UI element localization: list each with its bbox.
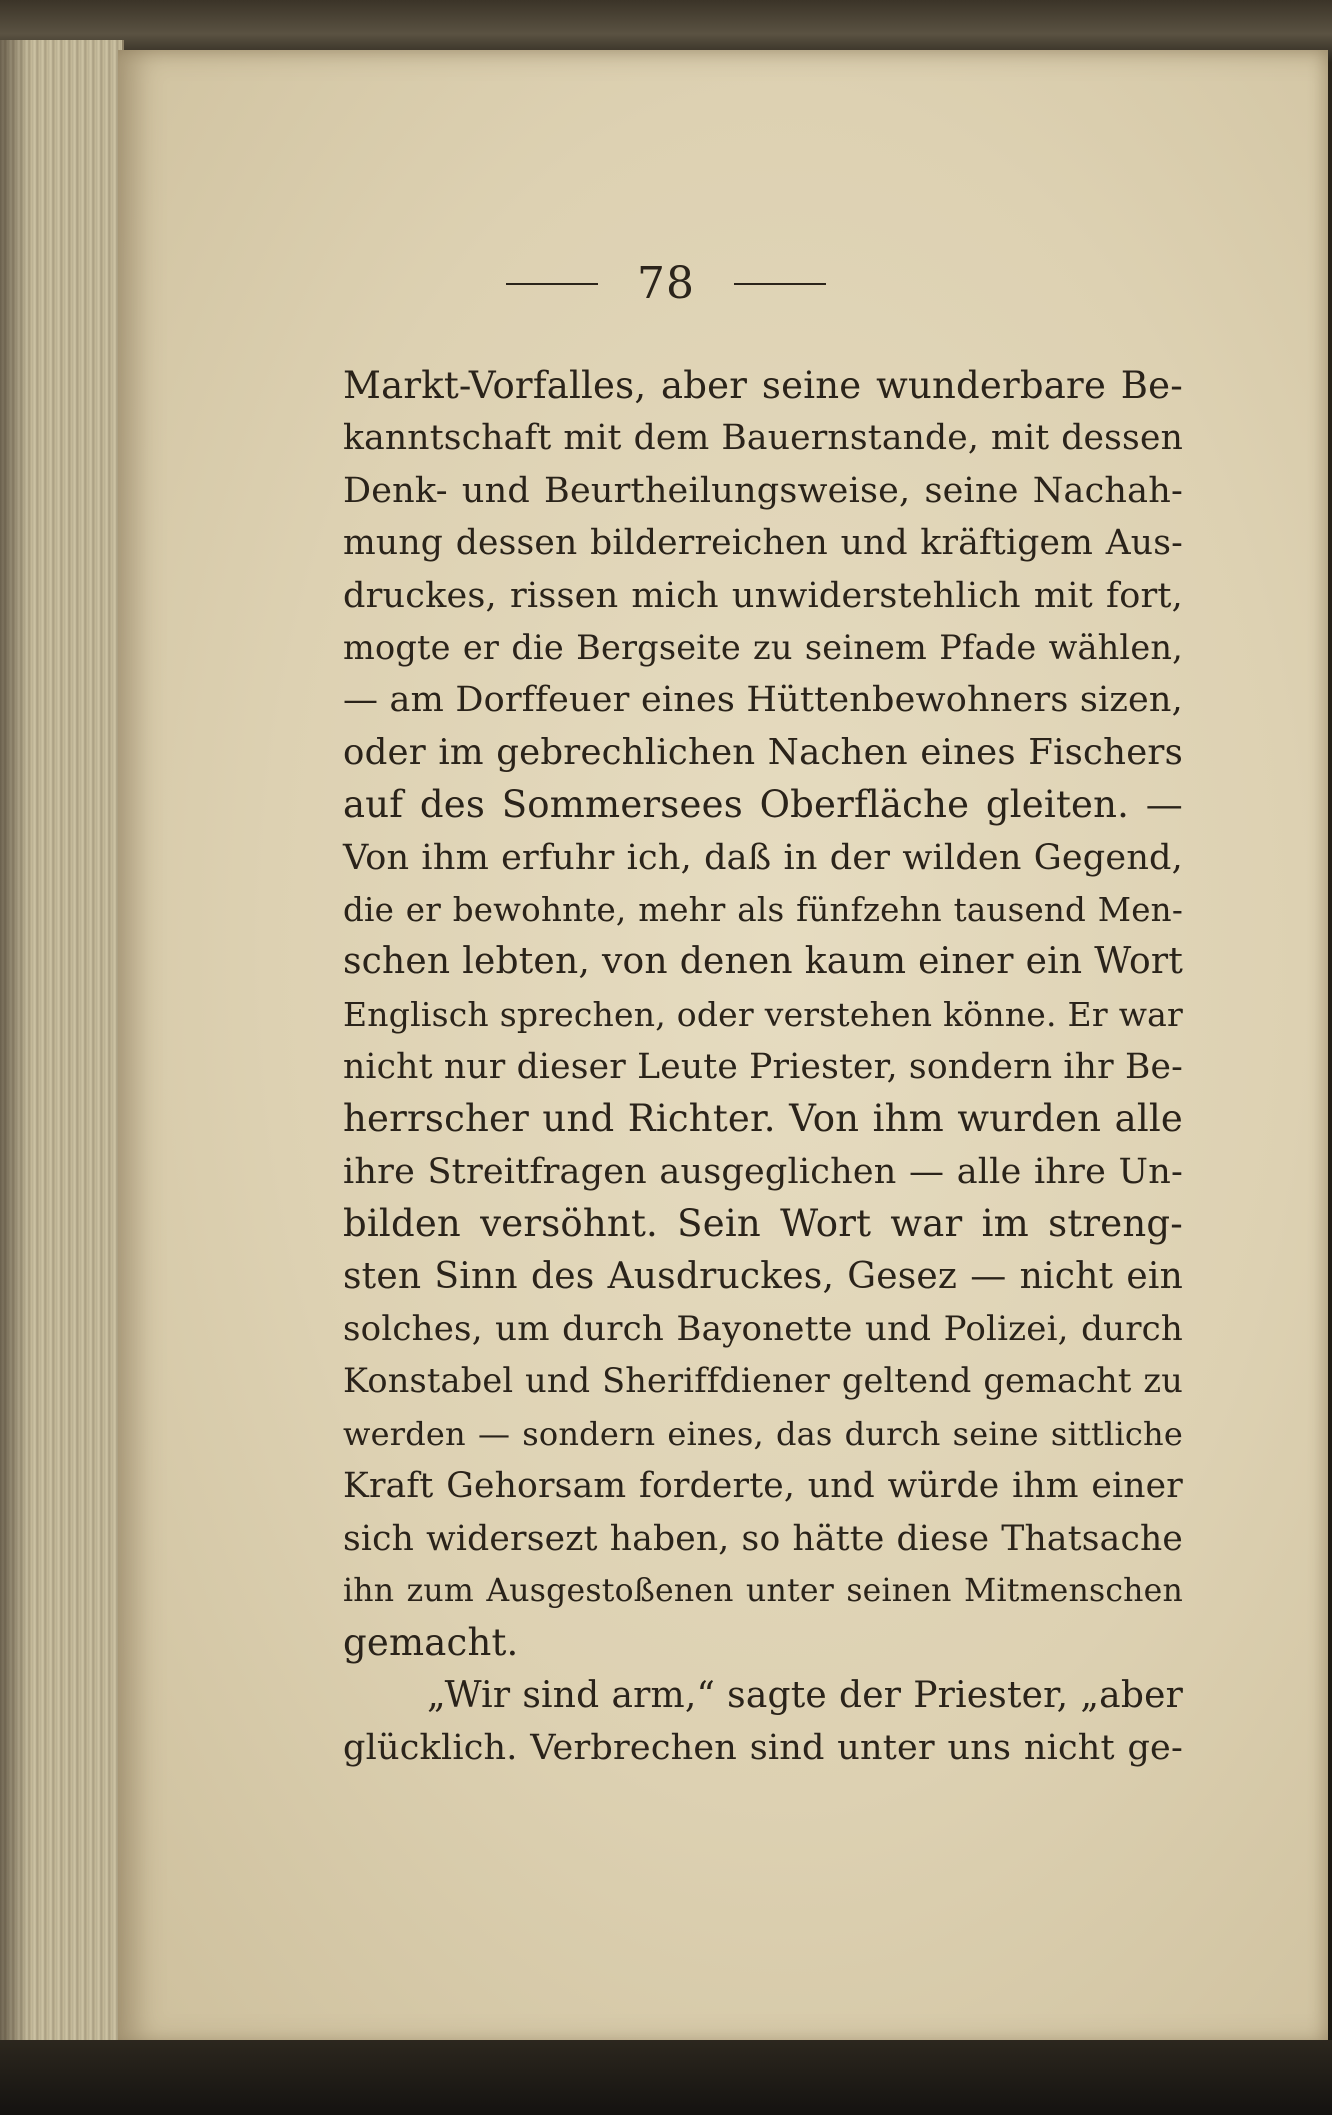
text-line: die er bewohnte, mehr als fünfzehn tausend Men- — [343, 890, 1183, 929]
text-line: auf des Sommersees Oberfläche gleiten. — — [343, 783, 1183, 827]
page-header — [0, 258, 1332, 309]
text-line: bilden versöhnt. Sein Wort war im streng- — [343, 1202, 1183, 1246]
header-rule-left — [506, 283, 598, 285]
text-line: gemacht. — [343, 1621, 519, 1665]
text-line: Englisch sprechen, oder verstehen könne. Er war — [343, 994, 1183, 1034]
text-line: oder im gebrechlichen Nachen eines Fischers — [343, 731, 1183, 773]
page-number: 78 — [637, 258, 695, 309]
text-line: Konstabel und Sheriffdiener geltend gemacht zu — [343, 1361, 1183, 1401]
text-line: — am Dorffeuer eines Hüttenbewohners sizen, — [343, 680, 1183, 721]
text-line: solches, um durch Bayonette und Polizei, durch — [343, 1309, 1183, 1350]
text-line: druckes, rissen mich unwiderstehlich mit fort, — [343, 575, 1183, 616]
book-cover-bottom — [0, 2040, 1332, 2115]
text-line: mung dessen bilderreichen und kräftigem Aus- — [343, 523, 1183, 564]
text-line: mogte er die Bergseite zu seinem Pfade wählen, — [343, 627, 1183, 667]
text-line: herrscher und Richter. Von ihm wurden alle — [343, 1097, 1183, 1141]
text-line: Kraft Gehorsam forderte, und würde ihm einer — [343, 1466, 1183, 1507]
text-line: „Wir sind arm,“ sagte der Priester, „aber — [427, 1674, 1183, 1716]
text-line: nicht nur dieser Leute Priester, sondern ihr Be- — [343, 1047, 1183, 1088]
edge-shadow — [0, 40, 30, 2050]
text-line: werden — sondern eines, das durch seine sittliche — [343, 1414, 1183, 1453]
text-line: ihre Streitfragen ausgeglichen — alle ihre Un- — [343, 1151, 1183, 1192]
text-line: ihn zum Ausgestoßenen unter seinen Mitmenschen — [343, 1572, 1183, 1609]
text-line: schen lebten, von denen kaum einer ein Wort — [343, 941, 1183, 983]
text-line: Von ihm erfuhr ich, daß in der wilden Gegend, — [343, 837, 1183, 878]
body-text — [343, 360, 1183, 1775]
text-line: sten Sinn des Ausdruckes, Gesez — nicht ein — [343, 1255, 1183, 1297]
text-line: Markt-Vorfalles, aber seine wunderbare Be- — [343, 364, 1183, 407]
text-line: Denk- und Beurtheilungsweise, seine Nachah- — [343, 470, 1183, 511]
text-line: sich widersezt haben, so hätte diese Thatsache — [343, 1518, 1183, 1559]
text-line: glücklich. Verbrechen sind unter uns nicht ge- — [343, 1728, 1183, 1769]
header-rule-right — [734, 283, 826, 285]
text-line: kanntschaft mit dem Bauernstande, mit dessen — [343, 418, 1183, 459]
